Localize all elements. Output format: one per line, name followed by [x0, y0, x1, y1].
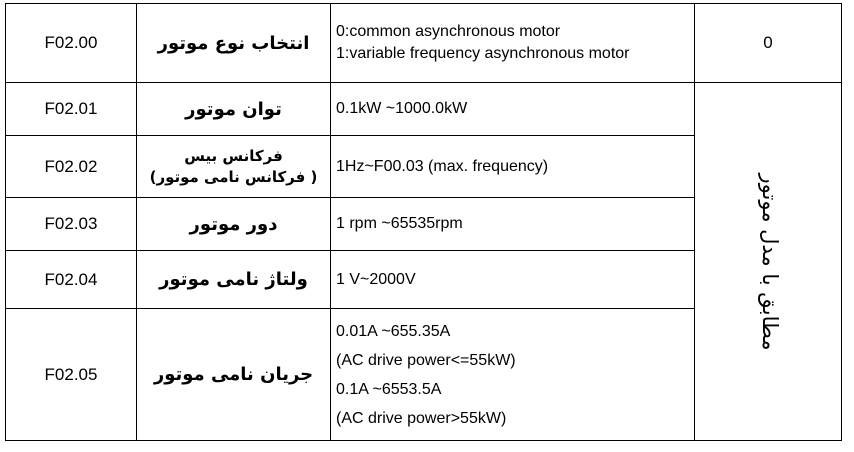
- range-line: (AC drive power<=55kW): [336, 351, 516, 369]
- param-name: دور موتور: [137, 198, 331, 251]
- param-range: 1 rpm ~65535rpm: [331, 198, 695, 251]
- range-line: 0.01A ~655.35A: [336, 322, 451, 340]
- param-name: جریان نامی موتور: [137, 309, 331, 441]
- param-range: [331, 309, 695, 441]
- param-code: F02.00: [6, 4, 137, 83]
- param-range: 0.1kW ~1000.0kW: [331, 83, 695, 136]
- name-line: ( فرکانس نامی موتور): [149, 167, 318, 186]
- param-default: 0: [695, 4, 842, 83]
- range-line: 0:common asynchronous motor: [336, 23, 561, 40]
- param-code: F02.03: [6, 198, 137, 251]
- param-code: F02.02: [6, 136, 137, 198]
- param-name: ولتاژ نامی موتور: [137, 251, 331, 309]
- param-code: F02.04: [6, 251, 137, 309]
- param-code: F02.05: [6, 309, 137, 441]
- table-row: [6, 4, 842, 83]
- range-line: 0.1A ~6553.5A: [336, 380, 442, 398]
- table-row: [6, 83, 842, 136]
- param-code: F02.01: [6, 83, 137, 136]
- param-range: 1Hz~F00.03 (max. frequency): [331, 136, 695, 198]
- param-range: [331, 4, 695, 83]
- merged-default-cell: [695, 83, 842, 441]
- name-line: فرکانس بیس: [184, 146, 283, 165]
- param-name: توان موتور: [137, 83, 331, 136]
- param-range: 1 V~2000V: [331, 251, 695, 309]
- parameter-table: [5, 3, 842, 441]
- param-name: انتخاب نوع موتور: [137, 4, 331, 83]
- param-name: [137, 136, 331, 198]
- merged-default-text: مطابق با مدل موتور: [758, 173, 782, 350]
- range-line: 1:variable frequency asynchronous motor: [336, 45, 630, 62]
- range-line: (AC drive power>55kW): [336, 409, 507, 427]
